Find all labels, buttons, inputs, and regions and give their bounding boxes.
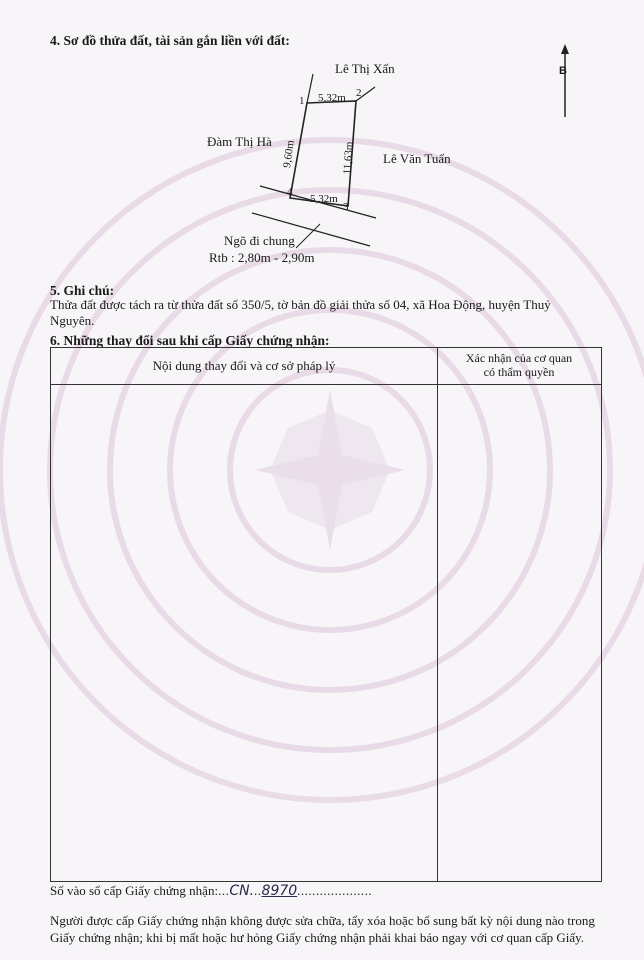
neighbor-top-label: Lê Thị Xấn <box>335 61 395 76</box>
point-3-label: 3 <box>343 201 349 213</box>
point-1-label: 1 <box>299 95 305 107</box>
north-arrow-icon <box>561 44 569 117</box>
table-header-divider <box>51 384 601 385</box>
edge-right-length: 11,63m <box>341 141 356 175</box>
edge-left-length: 9,60m <box>281 139 297 169</box>
road-label: Ngõ đi chung <box>224 233 295 248</box>
edge-bottom-length: 5,32m <box>310 193 338 205</box>
registry-prefix: CN. <box>229 883 255 899</box>
footer-line-2: Giấy chứng nhận; khi bị mất hoặc hư hỏng Giấy chứng nhận phải khai báo ngay với cơ quan cấp Giấy. <box>50 930 585 945</box>
point-2-label: 2 <box>356 87 362 99</box>
neighbor-right-label: Lê Văn Tuấn <box>383 151 451 166</box>
section-6-heading: 6. Những thay đổi sau khi cấp Giấy chứng nhận: <box>50 333 330 348</box>
note-line-1: Thửa đất được tách ra từ thửa đất số 350/5, tờ bản đồ giải thửa số 04, xã Hoa Động, huyện Thuỷ <box>50 297 551 312</box>
parcel-diagram <box>0 0 644 280</box>
table-header-confirmation-line-1: Xác nhận của cơ quan <box>465 351 573 365</box>
changes-table <box>50 347 602 882</box>
footer-line-1: Người được cấp Giấy chứng nhận không được sửa chữa, tẩy xóa hoặc bổ sung bất kỳ nội dung nào trong <box>50 913 595 928</box>
registry-line: Số vào sổ cấp Giấy chứng nhận:...CN...8970.................... <box>50 883 373 899</box>
registry-number: 8970 <box>261 883 298 899</box>
table-header-content: Nội dung thay đổi và cơ sở pháp lý <box>152 358 336 373</box>
registry-label: Số vào sổ cấp Giấy chứng nhận: <box>50 883 219 898</box>
section-5-heading: 5. Ghi chú: <box>50 283 115 298</box>
road-width-label: Rtb : 2,80m - 2,90m <box>209 250 315 265</box>
section-4-heading: 4. Sơ đồ thửa đất, tài sản gắn liền với đất: <box>50 33 290 48</box>
north-label: B <box>559 65 567 77</box>
neighbor-left-label: Đàm Thị Hà <box>207 134 272 149</box>
table-header-confirmation <box>437 351 601 379</box>
point-4-label: 4 <box>287 186 293 198</box>
note-line-2: Nguyên. <box>50 313 95 328</box>
table-column-divider <box>437 348 438 881</box>
table-header-confirmation-line-2: có thẩm quyền <box>483 365 555 379</box>
edge-top-length: 5,32m <box>318 92 346 104</box>
